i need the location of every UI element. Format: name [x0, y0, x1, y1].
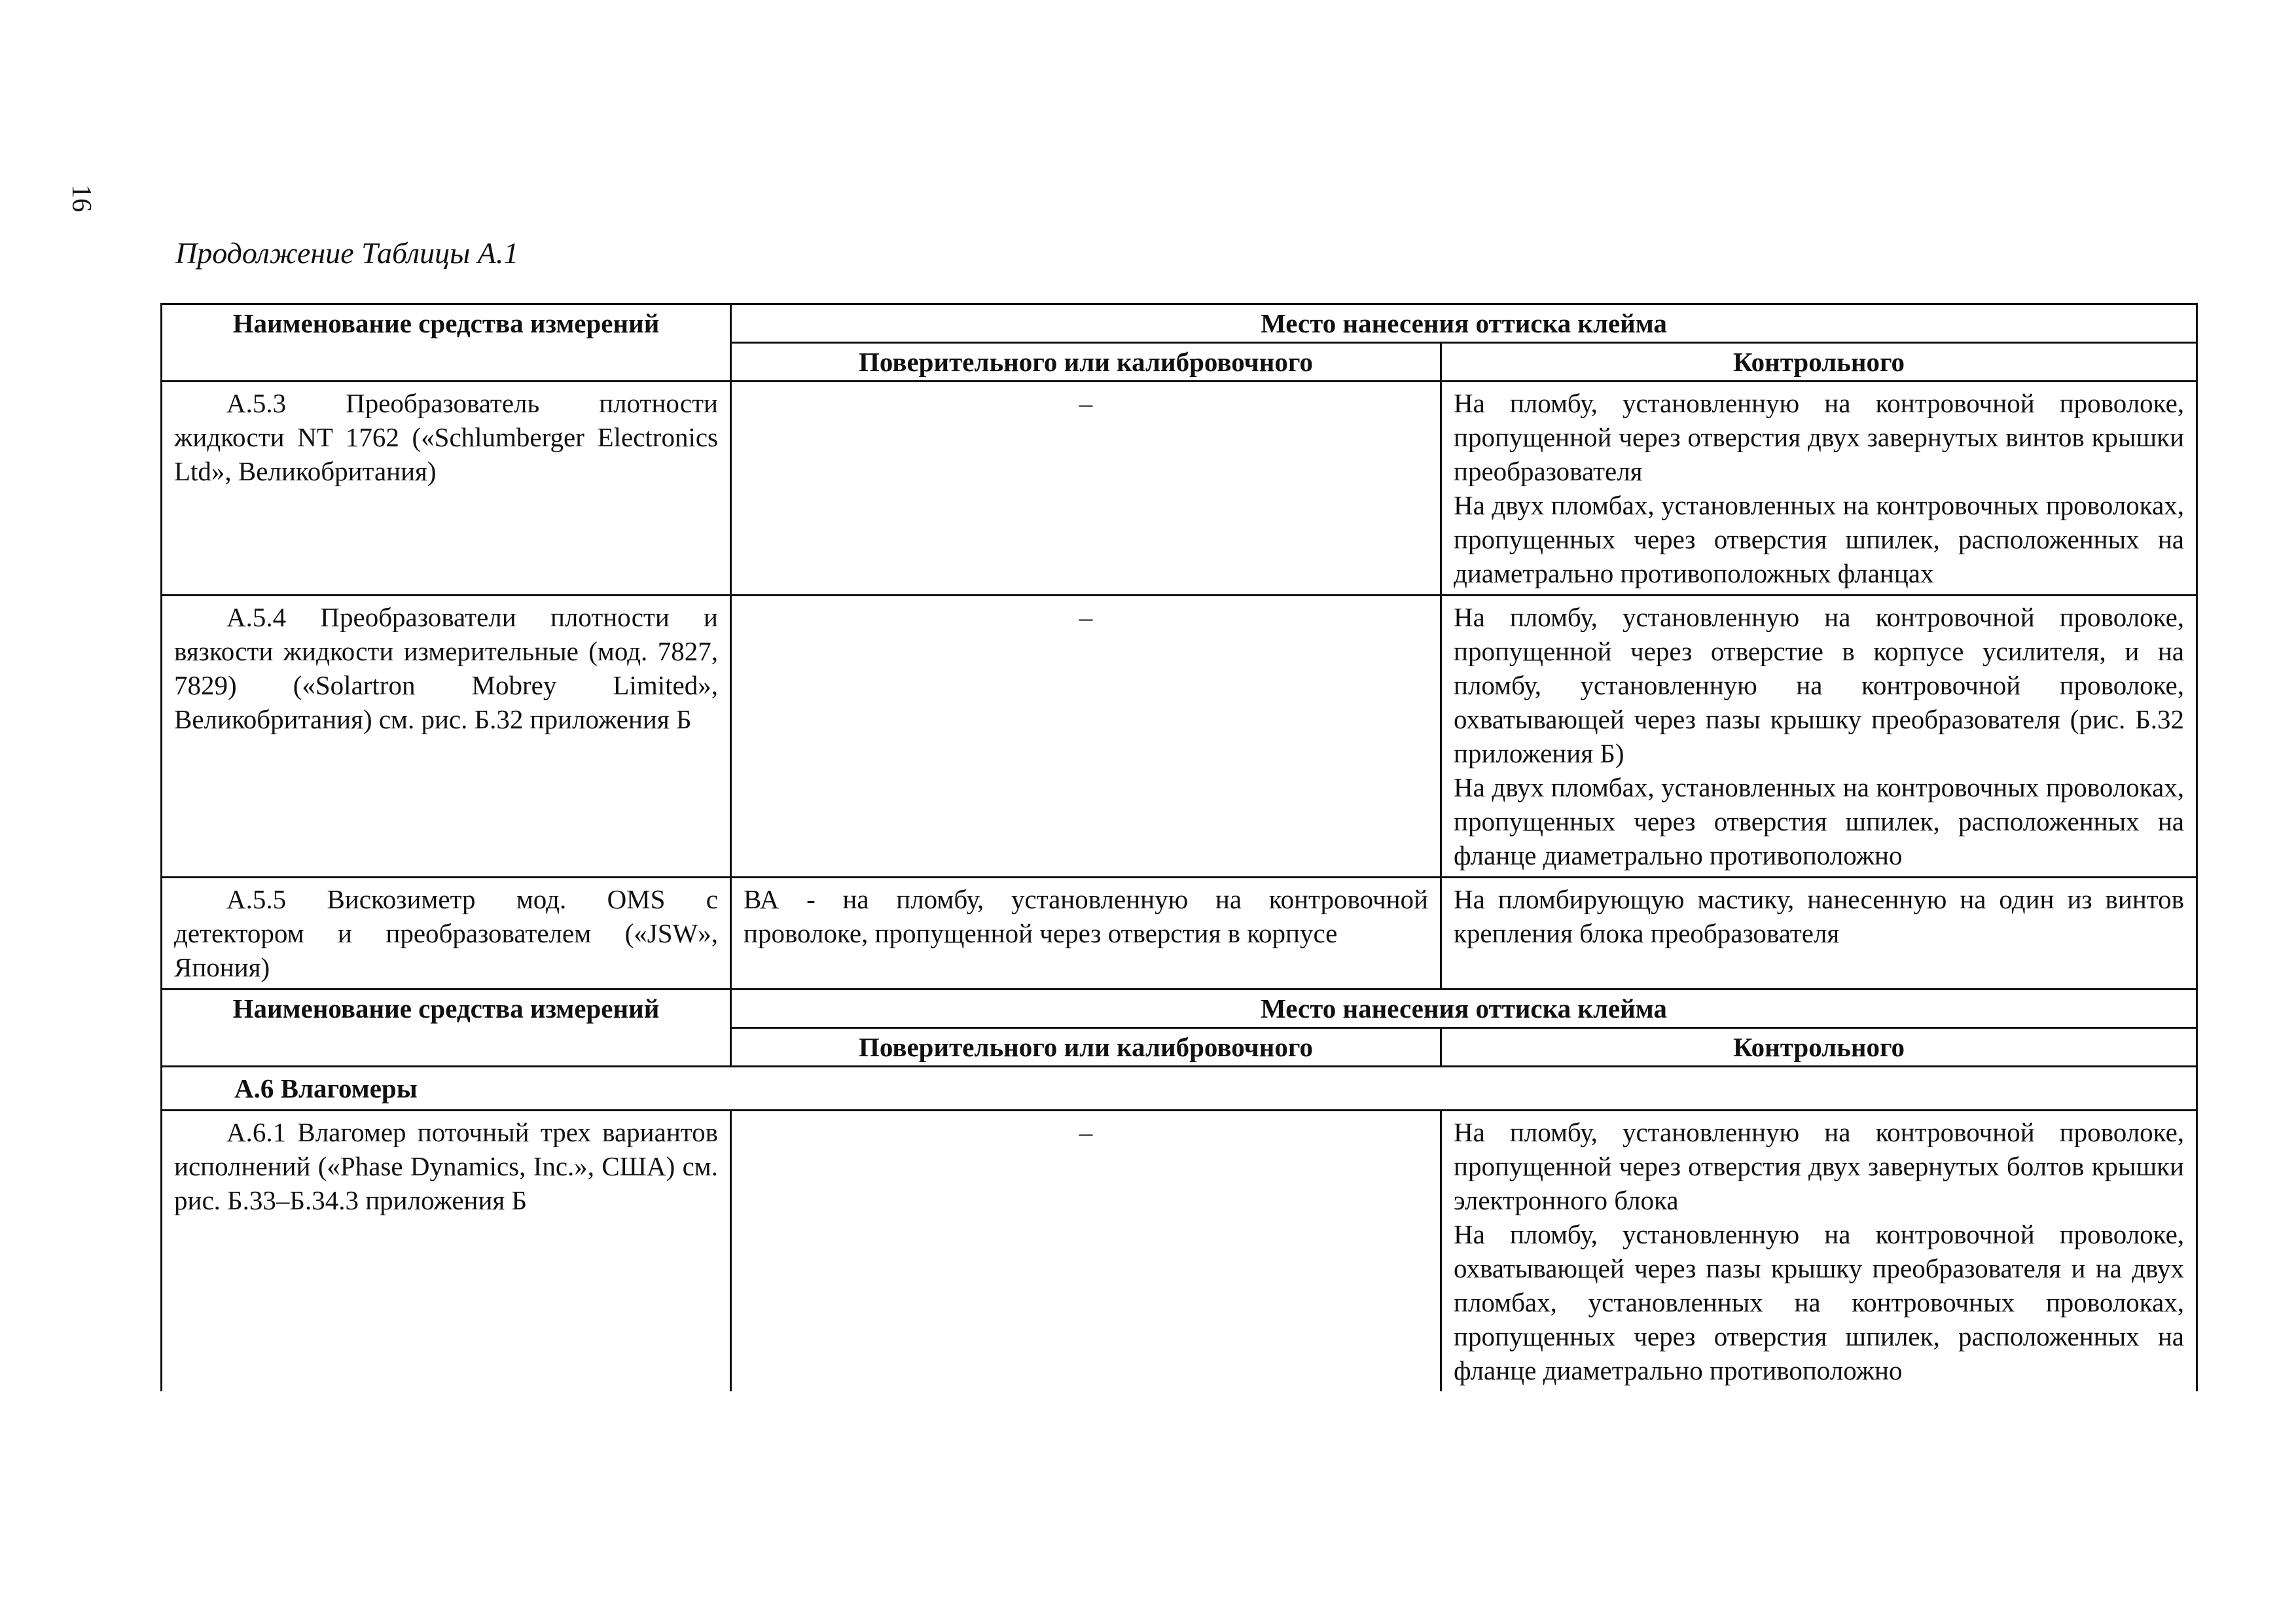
header-stamp-place: Место нанесения оттиска клейма — [731, 304, 2197, 343]
verification-place: – — [731, 382, 1441, 596]
instrument-name: А.5.4 Преобразователи плотности и вязкости жидкости измерительные (мод. 7827, 7829) («Solartron Mobrey Limited», Великобритания) см. рис. Б.32 приложения Б — [162, 596, 731, 878]
instrument-name: А.5.5 Вискозиметр мод. OMS с детектором и преобразователем («JSW», Япония) — [162, 878, 731, 990]
header-instrument-name: Наименование средства измерений — [162, 304, 731, 382]
table-continuation-title: Продолжение Таблицы А.1 — [175, 236, 519, 270]
table-row — [162, 878, 2197, 990]
page-number: 16 — [66, 185, 96, 212]
verification-place: – — [731, 1111, 1441, 1392]
instrument-name: А.5.3 Преобразователь плотности жидкости NT 1762 («Schlumberger Electronics Ltd», Великобритания) — [162, 382, 731, 596]
header-control: Контрольного — [1441, 343, 2197, 382]
control-paragraph: На пломбу, установленную на контровочной проволоке, пропущенной через отверстия двух завернутых винтов крышки преобразователя — [1454, 388, 2185, 486]
section-row — [162, 1067, 2197, 1111]
control-paragraph: На двух пломбах, установленных на контровочных проволоках, пропущенных через отверстия шпилек, расположенных на фланце диаметрально противоположно — [1454, 772, 2185, 870]
header-control: Контрольного — [1441, 1028, 2197, 1067]
marking-table — [160, 303, 2198, 1391]
table-header-row — [162, 304, 2197, 343]
header-instrument-name: Наименование средства измерений — [162, 990, 731, 1067]
control-place — [1441, 382, 2197, 596]
verification-place: – — [731, 596, 1441, 878]
control-paragraph: На двух пломбах, установленных на контровочных проволоках, пропущенных через отверстия шпилек, расположенных на диаметрально противоположных фланцах — [1454, 490, 2185, 588]
control-paragraph: На пломбу, установленную на контровочной проволоке, пропущенной через отверстия двух завернутых болтов крышки электронного блока — [1454, 1117, 2185, 1215]
control-paragraph: На пломбу, установленную на контровочной проволоке, охватывающей через пазы крышку преобразователя и на двух пломбах, установленных на контровочных проволоках, пропущенных через отверстия шпилек, расположенных на фланце диаметрально противоположно — [1454, 1219, 2185, 1385]
control-place — [1441, 1111, 2197, 1392]
table-header-row-repeat — [162, 990, 2197, 1028]
control-place — [1441, 878, 2197, 990]
table-row — [162, 382, 2197, 596]
section-title: А.6 Влагомеры — [162, 1067, 2197, 1111]
header-stamp-place: Место нанесения оттиска клейма — [731, 990, 2197, 1028]
header-verification: Поверительного или калибровочного — [731, 343, 1441, 382]
header-verification: Поверительного или калибровочного — [731, 1028, 1441, 1067]
table-row — [162, 1111, 2197, 1392]
table-row — [162, 596, 2197, 878]
control-paragraph: На пломбирующую мастику, нанесенную на один из винтов крепления блока преобразователя — [1454, 884, 2185, 948]
control-paragraph: На пломбу, установленную на контровочной проволоке, пропущенной через отверстие в корпусе усилителя, и на пломбу, установленную на контровочной проволоке, охватывающей через пазы крышку преобразователя (рис. Б.32 приложения Б) — [1454, 602, 2185, 768]
verification-place: ВА - на пломбу, установленную на контровочной проволоке, пропущенной через отверстия в корпусе — [731, 878, 1441, 990]
control-place — [1441, 596, 2197, 878]
instrument-name: А.6.1 Влагомер поточный трех вариантов исполнений («Phase Dynamics, Inc.», США) см. рис. Б.33–Б.34.3 приложения Б — [162, 1111, 731, 1392]
